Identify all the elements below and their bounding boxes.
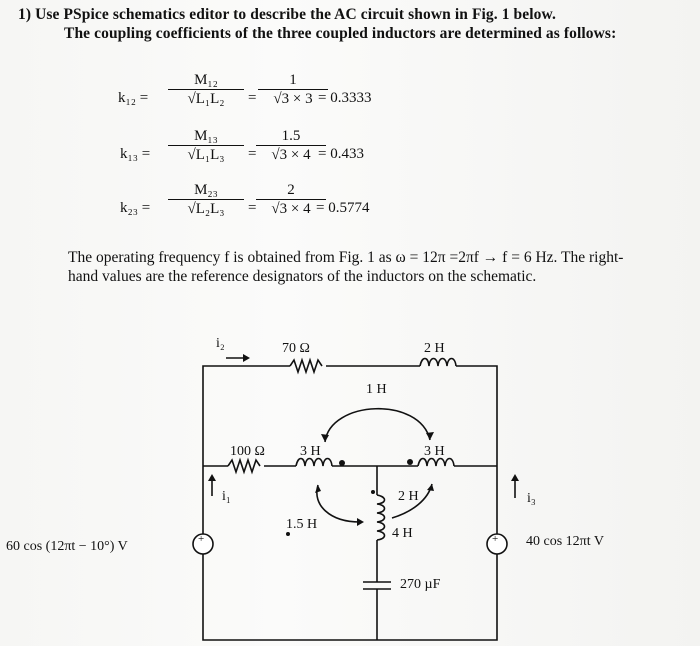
paragraph-line-1: The operating frequency f is obtained from Fig. 1 as ω = 12π =2πf → f = 6 Hz. The right- <box>68 249 624 266</box>
eq2-num2: 1.5 <box>281 128 301 144</box>
inductor-3h-right <box>418 459 454 467</box>
eq2-lhs: k₁₃ = <box>120 146 151 162</box>
eq2-equals: = <box>248 146 257 162</box>
resistor-100 <box>228 460 260 472</box>
eq2-den2: √3 × 4 <box>256 145 326 164</box>
label-i3: i₃ <box>527 491 536 506</box>
coupling-arrowhead-d <box>357 518 364 526</box>
label-source-left: 60 cos (12πt − 10°) V <box>6 539 128 554</box>
coupling-arrow-1h <box>325 409 430 442</box>
label-source-right: 40 cos 12πt V <box>526 534 604 549</box>
eq3-num2: 2 <box>287 182 295 198</box>
question-line-2: The coupling coefficients of the three coupled inductors are determined as follows: <box>64 25 617 42</box>
resistor-70 <box>290 360 322 372</box>
current-arrowhead-i2 <box>243 354 250 362</box>
coupling-arrowhead-e <box>427 484 434 491</box>
label-270-uf: 270 µF <box>400 577 441 592</box>
current-arrowhead-i1 <box>208 474 216 481</box>
current-arrowhead-i3 <box>511 474 519 481</box>
label-4h: 4 H <box>392 526 413 541</box>
dot-marker-15h <box>286 532 290 536</box>
inductor-3h-left <box>296 459 332 467</box>
eq1-equals: = <box>248 90 257 106</box>
inductor-2h-top <box>420 359 456 367</box>
eq3-result: = 0.5774 <box>316 200 370 216</box>
eq1-den2: √3 × 3 <box>258 89 328 108</box>
capacitor-270 <box>363 582 391 589</box>
eq2-result: = 0.433 <box>318 146 364 162</box>
dot-marker-l2 <box>339 460 345 466</box>
source-right-plus: + <box>492 533 499 545</box>
eq3-den1: √L₂L₃ <box>168 199 244 218</box>
dot-marker-l4 <box>371 490 375 494</box>
eq2-num1: M₁₃ <box>194 128 218 144</box>
eq1-lhs: k₁₂ = <box>118 90 149 106</box>
label-3h-right: 3 H <box>424 444 445 459</box>
label-i1: i₁ <box>222 489 231 504</box>
question-line-1: 1) Use PSpice schematics editor to describe the AC circuit shown in Fig. 1 below. <box>18 6 556 23</box>
eq1-num2: 1 <box>289 72 297 88</box>
label-1h: 1 H <box>366 382 387 397</box>
label-i2: i₂ <box>216 336 225 351</box>
inductor-4h <box>377 495 385 540</box>
eq3-lhs: k₂₃ = <box>120 200 151 216</box>
label-2h-top: 2 H <box>424 341 445 356</box>
label-1-5h: 1.5 H <box>286 517 318 532</box>
source-left-plus: + <box>198 533 205 545</box>
coupling-arrowhead-c <box>315 485 321 493</box>
label-3h-left: 3 H <box>300 444 321 459</box>
eq1-result: = 0.3333 <box>318 90 372 106</box>
label-100-ohm: 100 Ω <box>230 444 265 459</box>
label-2h-mutual: 2 H <box>398 489 419 504</box>
dot-marker-l3 <box>407 459 413 465</box>
eq1-num1: M₁₂ <box>194 72 218 88</box>
eq2-den1: √L₁L₃ <box>168 145 244 164</box>
eq3-num1: M₂₃ <box>194 182 218 198</box>
coupling-arrowhead-a <box>321 434 329 442</box>
wire-bottom <box>203 554 497 640</box>
label-70-ohm: 70 Ω <box>282 341 310 356</box>
eq3-equals: = <box>248 200 257 216</box>
coupling-arrow-15h <box>317 485 360 522</box>
coupling-arrowhead-b <box>426 432 434 440</box>
paragraph-line-2: hand values are the reference designators of the inductors on the schematic. <box>68 268 537 285</box>
wire-top-right <box>456 366 497 534</box>
eq1-den1: √L₁L₂ <box>168 89 244 108</box>
eq3-den2: √3 × 4 <box>256 199 326 218</box>
